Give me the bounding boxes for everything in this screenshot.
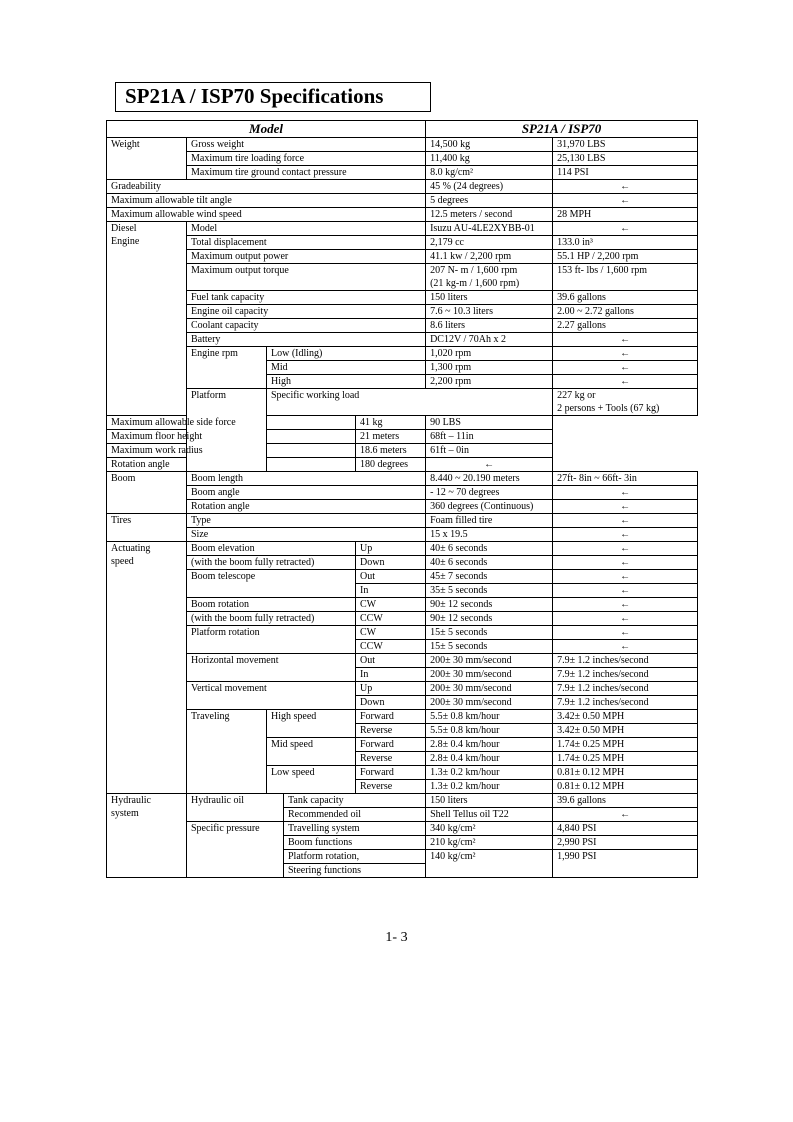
table-row <box>107 626 698 640</box>
label-cell: Specific pressure <box>187 822 284 878</box>
metric-cell: 2.8± 0.4 km/hour <box>426 752 553 766</box>
same-arrow-icon: ← <box>553 194 698 208</box>
imperial-cell: 0.81± 0.12 MPH <box>553 780 698 794</box>
label-cell: Coolant capacity <box>187 319 426 333</box>
metric-cell: 12.5 meters / second <box>426 208 553 222</box>
same-arrow-icon: ← <box>553 584 698 598</box>
same-arrow-icon: ← <box>553 612 698 626</box>
metric-cell: 200± 30 mm/second <box>426 668 553 682</box>
label-cell: Maximum output torque <box>187 264 426 291</box>
same-arrow-icon: ← <box>553 361 698 375</box>
table-row <box>107 236 698 250</box>
direction-cell: Down <box>356 556 426 570</box>
value-line: (21 kg-m / 1,600 rpm) <box>430 278 520 289</box>
same-arrow-icon: ← <box>553 640 698 654</box>
label-cell: Total displacement <box>187 236 426 250</box>
imperial-cell: 133.0 in³ <box>553 236 698 250</box>
label-cell: Boom length <box>187 472 426 486</box>
sublabel-cell: Low (Idling) <box>267 347 426 361</box>
category-cell: Maximum allowable tilt angle <box>107 194 426 208</box>
sublabel-cell: Boom functions <box>284 836 426 850</box>
table-row <box>107 444 698 458</box>
imperial-cell: 7.9± 1.2 inches/second <box>553 696 698 710</box>
table-row <box>107 570 698 584</box>
metric-cell: 14,500 kg <box>426 138 553 152</box>
label-cell: Boom elevation <box>187 542 356 556</box>
table-row <box>107 319 698 333</box>
imperial-cell: 39.6 gallons <box>553 794 698 808</box>
metric-cell: 18.6 meters <box>356 444 426 458</box>
imperial-cell: 114 PSI <box>553 166 698 180</box>
metric-cell: 8.6 liters <box>426 319 553 333</box>
direction-cell: Forward <box>356 766 426 780</box>
category-line: Actuating <box>111 543 151 554</box>
metric-cell: 7.6 ~ 10.3 liters <box>426 305 553 319</box>
value-line: 2 persons + Tools (67 kg) <box>557 403 660 414</box>
metric-cell: 35± 5 seconds <box>426 584 553 598</box>
table-row <box>107 794 698 808</box>
metric-cell: 140 kg/cm² <box>426 850 553 878</box>
table-row <box>107 264 698 291</box>
imperial-cell: 153 ft- lbs / 1,600 rpm <box>553 264 698 291</box>
table-row <box>107 194 698 208</box>
sublabel-cell: Travelling system <box>284 822 426 836</box>
imperial-cell: 0.81± 0.12 MPH <box>553 766 698 780</box>
category-cell: Platform <box>187 389 267 472</box>
label-cell: Engine oil capacity <box>187 305 426 319</box>
imperial-cell: 3.42± 0.50 MPH <box>553 724 698 738</box>
sublabel-cell: High speed <box>267 710 356 738</box>
imperial-cell: 7.9± 1.2 inches/second <box>553 682 698 696</box>
table-row <box>107 458 698 472</box>
table-header-row <box>107 121 698 138</box>
metric-cell <box>553 389 698 416</box>
table-row <box>107 486 698 500</box>
direction-cell: In <box>356 584 426 598</box>
label-cell: Maximum allowable side force <box>107 416 356 430</box>
sublabel-cell: Mid speed <box>267 738 356 766</box>
label-cell: Rotation angle <box>187 500 426 514</box>
category-cell <box>107 794 187 878</box>
imperial-cell: 2.00 ~ 2.72 gallons <box>553 305 698 319</box>
metric-cell: 8.0 kg/cm² <box>426 166 553 180</box>
direction-cell: CW <box>356 598 426 612</box>
same-arrow-icon: ← <box>426 458 553 472</box>
imperial-cell: 61ft – 0in <box>426 444 553 458</box>
direction-cell: Up <box>356 682 426 696</box>
category-cell: Tires <box>107 514 187 542</box>
table-row <box>107 528 698 542</box>
label-cell: (with the boom fully retracted) <box>187 556 356 570</box>
category-cell <box>107 542 187 794</box>
sublabel-cell: Steering functions <box>284 864 426 878</box>
direction-cell: Reverse <box>356 724 426 738</box>
same-arrow-icon: ← <box>553 808 698 822</box>
category-cell: Weight <box>107 138 187 180</box>
metric-cell: 5.5± 0.8 km/hour <box>426 710 553 724</box>
metric-cell: DC12V / 70Ah x 2 <box>426 333 553 347</box>
table-row <box>107 222 698 236</box>
metric-cell: 5.5± 0.8 km/hour <box>426 724 553 738</box>
metric-cell: 200± 30 mm/second <box>426 654 553 668</box>
direction-cell: CCW <box>356 612 426 626</box>
metric-cell: 200± 30 mm/second <box>426 696 553 710</box>
table-row <box>107 500 698 514</box>
metric-cell: Shell Tellus oil T22 <box>426 808 553 822</box>
same-arrow-icon: ← <box>553 486 698 500</box>
label-cell: Type <box>187 514 426 528</box>
direction-cell: CW <box>356 626 426 640</box>
metric-cell: 1.3± 0.2 km/hour <box>426 766 553 780</box>
metric-cell: 8.440 ~ 20.190 meters <box>426 472 553 486</box>
category-line: Engine <box>111 236 140 247</box>
imperial-cell: 1.74± 0.25 MPH <box>553 752 698 766</box>
page-number: 1- 3 <box>385 930 408 945</box>
value-line: 227 kg or <box>557 390 596 401</box>
table-row <box>107 291 698 305</box>
column-header: SP21A / ISP70 <box>426 121 698 138</box>
same-arrow-icon: ← <box>553 570 698 584</box>
table-row <box>107 347 698 361</box>
metric-cell: 340 kg/cm² <box>426 822 553 836</box>
imperial-cell: 55.1 HP / 2,200 rpm <box>553 250 698 264</box>
label-cell: Horizontal movement <box>187 654 356 682</box>
category-cell <box>107 222 187 416</box>
metric-cell: 40± 6 seconds <box>426 556 553 570</box>
table-row <box>107 654 698 668</box>
label-cell: Maximum floor height <box>107 430 356 444</box>
same-arrow-icon: ← <box>553 180 698 194</box>
metric-cell: 90± 12 seconds <box>426 598 553 612</box>
direction-cell: Out <box>356 654 426 668</box>
direction-cell: Down <box>356 696 426 710</box>
imperial-cell: 1,990 PSI <box>553 850 698 878</box>
metric-cell: 41 kg <box>356 416 426 430</box>
imperial-cell: 2,990 PSI <box>553 836 698 850</box>
same-arrow-icon: ← <box>553 542 698 556</box>
page-title: SP21A / ISP70 Specifications <box>115 82 431 112</box>
table-row <box>107 250 698 264</box>
metric-cell: 15± 5 seconds <box>426 640 553 654</box>
metric-cell: Isuzu AU-4LE2XYBB-01 <box>426 222 553 236</box>
table-row <box>107 152 698 166</box>
direction-cell: Out <box>356 570 426 584</box>
category-line: system <box>111 808 139 819</box>
table-row <box>107 542 698 556</box>
table-row <box>107 389 698 416</box>
sublabel-cell: Tank capacity <box>284 794 426 808</box>
imperial-cell: 39.6 gallons <box>553 291 698 305</box>
label-cell: Battery <box>187 333 426 347</box>
metric-cell: 15± 5 seconds <box>426 626 553 640</box>
category-cell: Boom <box>107 472 187 514</box>
metric-cell: Foam filled tire <box>426 514 553 528</box>
imperial-cell: 3.42± 0.50 MPH <box>553 710 698 724</box>
sublabel-cell: Low speed <box>267 766 356 794</box>
table-row <box>107 710 698 724</box>
metric-cell: 40± 6 seconds <box>426 542 553 556</box>
direction-cell: Forward <box>356 738 426 752</box>
label-cell: Hydraulic oil <box>187 794 284 822</box>
metric-cell: 41.1 kw / 2,200 rpm <box>426 250 553 264</box>
label-cell: Maximum work radius <box>107 444 356 458</box>
metric-cell: 5 degrees <box>426 194 553 208</box>
label-cell: Platform rotation <box>187 626 356 654</box>
table-row <box>107 416 698 430</box>
metric-cell: 1,020 rpm <box>426 347 553 361</box>
label-cell: Boom angle <box>187 486 426 500</box>
table-row <box>107 598 698 612</box>
metric-cell: 90± 12 seconds <box>426 612 553 626</box>
label-cell: Maximum output power <box>187 250 426 264</box>
metric-cell: - 12 ~ 70 degrees <box>426 486 553 500</box>
table-row <box>107 514 698 528</box>
sublabel-cell: Recommended oil <box>284 808 426 822</box>
table-row <box>107 822 698 836</box>
label-cell: Size <box>187 528 426 542</box>
label-cell: Maximum tire loading force <box>187 152 426 166</box>
category-line: Hydraulic <box>111 795 151 806</box>
direction-cell: Up <box>356 542 426 556</box>
direction-cell: CCW <box>356 640 426 654</box>
table-row <box>107 333 698 347</box>
same-arrow-icon: ← <box>553 626 698 640</box>
model-header: Model <box>107 121 426 138</box>
label-cell: Fuel tank capacity <box>187 291 426 305</box>
same-arrow-icon: ← <box>553 347 698 361</box>
metric-cell: 2,179 cc <box>426 236 553 250</box>
metric-cell: 11,400 kg <box>426 152 553 166</box>
metric-cell: 2,200 rpm <box>426 375 553 389</box>
sublabel-cell: Mid <box>267 361 426 375</box>
category-cell: Gradeability <box>107 180 426 194</box>
metric-cell: 210 kg/cm² <box>426 836 553 850</box>
sublabel-cell: Platform rotation, <box>284 850 426 864</box>
category-line: speed <box>111 556 134 567</box>
same-arrow-icon: ← <box>553 598 698 612</box>
direction-cell: Reverse <box>356 780 426 794</box>
imperial-cell: 27ft- 8in ~ 66ft- 3in <box>553 472 698 486</box>
direction-cell: Reverse <box>356 752 426 766</box>
metric-cell: 1,300 rpm <box>426 361 553 375</box>
same-arrow-icon: ← <box>553 528 698 542</box>
label-cell: Gross weight <box>187 138 426 152</box>
imperial-cell: 4,840 PSI <box>553 822 698 836</box>
direction-cell: Forward <box>356 710 426 724</box>
table-row <box>107 430 698 444</box>
spec-table <box>106 120 698 878</box>
metric-cell: 1.3± 0.2 km/hour <box>426 780 553 794</box>
metric-cell: 45 % (24 degrees) <box>426 180 553 194</box>
label-cell: Rotation angle <box>107 458 356 472</box>
imperial-cell: 31,970 LBS <box>553 138 698 152</box>
category-line: Diesel <box>111 223 137 234</box>
metric-cell: 200± 30 mm/second <box>426 682 553 696</box>
table-row <box>107 682 698 696</box>
label-cell: Boom telescope <box>187 570 356 598</box>
label-cell: Model <box>187 222 426 236</box>
sublabel-cell: High <box>267 375 426 389</box>
table-row <box>107 556 698 570</box>
same-arrow-icon: ← <box>553 500 698 514</box>
metric-cell <box>426 264 553 291</box>
same-arrow-icon: ← <box>553 514 698 528</box>
same-arrow-icon: ← <box>553 222 698 236</box>
table-row <box>107 208 698 222</box>
imperial-cell: 25,130 LBS <box>553 152 698 166</box>
imperial-cell: 7.9± 1.2 inches/second <box>553 654 698 668</box>
same-arrow-icon: ← <box>553 333 698 347</box>
imperial-cell: 1.74± 0.25 MPH <box>553 738 698 752</box>
same-arrow-icon: ← <box>553 375 698 389</box>
table-row <box>107 305 698 319</box>
imperial-cell: 28 MPH <box>553 208 698 222</box>
metric-cell: 15 x 19.5 <box>426 528 553 542</box>
table-row <box>107 472 698 486</box>
table-row <box>107 138 698 152</box>
label-cell: Maximum tire ground contact pressure <box>187 166 426 180</box>
metric-cell: 180 degrees <box>356 458 426 472</box>
label-cell: Specific working load <box>267 389 553 416</box>
metric-cell: 150 liters <box>426 794 553 808</box>
metric-cell: 150 liters <box>426 291 553 305</box>
table-row <box>107 612 698 626</box>
label-cell: Vertical movement <box>187 682 356 710</box>
label-cell: Engine rpm <box>187 347 267 389</box>
imperial-cell: 68ft – 11in <box>426 430 553 444</box>
metric-cell: 2.8± 0.4 km/hour <box>426 738 553 752</box>
category-cell: Maximum allowable wind speed <box>107 208 426 222</box>
imperial-cell: 2.27 gallons <box>553 319 698 333</box>
label-cell: Boom rotation <box>187 598 356 612</box>
value-line: 207 N- m / 1,600 rpm <box>430 265 518 276</box>
direction-cell: In <box>356 668 426 682</box>
same-arrow-icon: ← <box>553 556 698 570</box>
metric-cell: 360 degrees (Continuous) <box>426 500 553 514</box>
metric-cell: 21 meters <box>356 430 426 444</box>
table-row <box>107 166 698 180</box>
imperial-cell: 90 LBS <box>426 416 553 430</box>
label-cell: (with the boom fully retracted) <box>187 612 356 626</box>
label-cell: Traveling <box>187 710 267 794</box>
table-row <box>107 180 698 194</box>
imperial-cell: 7.9± 1.2 inches/second <box>553 668 698 682</box>
metric-cell: 45± 7 seconds <box>426 570 553 584</box>
